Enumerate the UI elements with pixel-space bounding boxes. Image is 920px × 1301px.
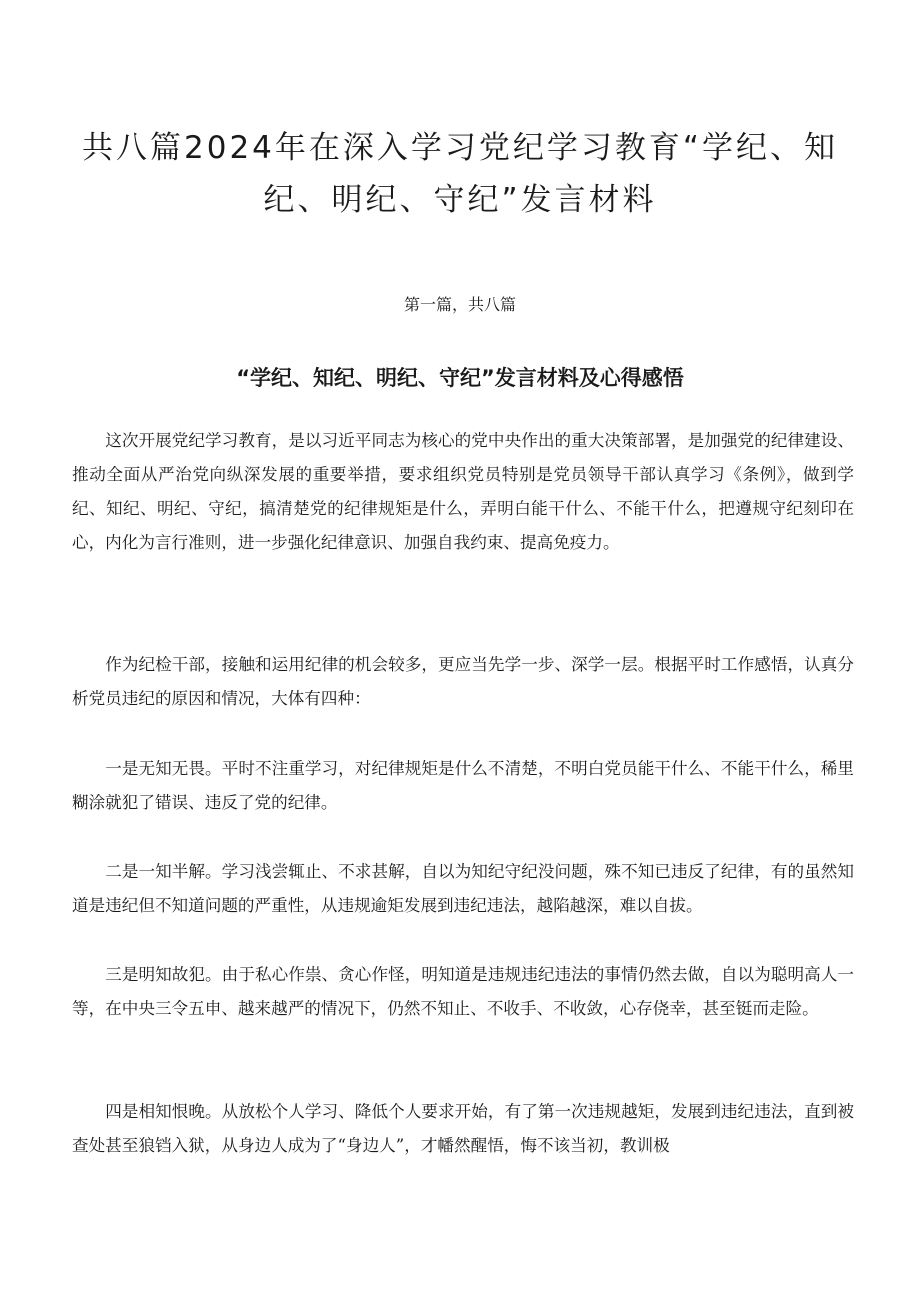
paragraph-analysis: 作为纪检干部，接触和运用纪律的机会较多，更应当先学一步、深学一层。根据平时工作感悟，认真分析党员违纪的原因和情况，大体有四种： xyxy=(72,655,854,708)
paragraph-point-four: 四是相知恨晚。从放松个人学习、降低个人要求开始，有了第一次违规越矩，发展到违纪违法，直到被查处甚至狼铛入狱，从身边人成为了“身边人”，才幡然醒悟，悔不该当初，教训极 xyxy=(72,1102,854,1155)
part-label: 第一篇，共八篇 xyxy=(403,295,516,314)
section-subtitle: “学纪、知纪、明纪、守纪”发言材料及心得感悟 xyxy=(236,366,684,390)
paragraph-intro: 这次开展党纪学习教育，是以习近平同志为核心的党中央作出的重大决策部署，是加强党的纪律建设、推动全面从严治党向纵深发展的重要举措，要求组织党员特别是党员领导干部认真学习《条例》，做到学纪、知纪、明纪、守纪，搞清楚党的纪律规矩是什么，弄明白能干什么、不能干什么，把遵规守纪刻印在心，内化为言行准则，进一步强化纪律意识、加强自我约束、提高免疫力。 xyxy=(72,431,854,552)
paragraph-point-two: 二是一知半解。学习浅尝辄止、不求甚解，自以为知纪守纪没问题，殊不知已违反了纪律，有的虽然知道是违纪但不知道问题的严重性，从违规逾矩发展到违纪违法，越陷越深，难以自拔。 xyxy=(72,862,854,915)
document-title: 共八篇2024年在深入学习党纪学习教育“学纪、知纪、明纪、守纪”发言材料 xyxy=(82,130,838,218)
paragraph-point-one: 一是无知无畏。平时不注重学习，对纪律规矩是什么不清楚，不明白党员能干什么、不能干什么，稀里糊涂就犯了错误、违反了党的纪律。 xyxy=(72,759,854,812)
paragraph-point-three: 三是明知故犯。由于私心作祟、贪心作怪，明知道是违规违纪违法的事情仍然去做，自以为聪明高人一等，在中央三令五申、越来越严的情况下，仍然不知止、不收手、不收敛，心存侥幸，甚至铤而走险。 xyxy=(72,965,854,1018)
